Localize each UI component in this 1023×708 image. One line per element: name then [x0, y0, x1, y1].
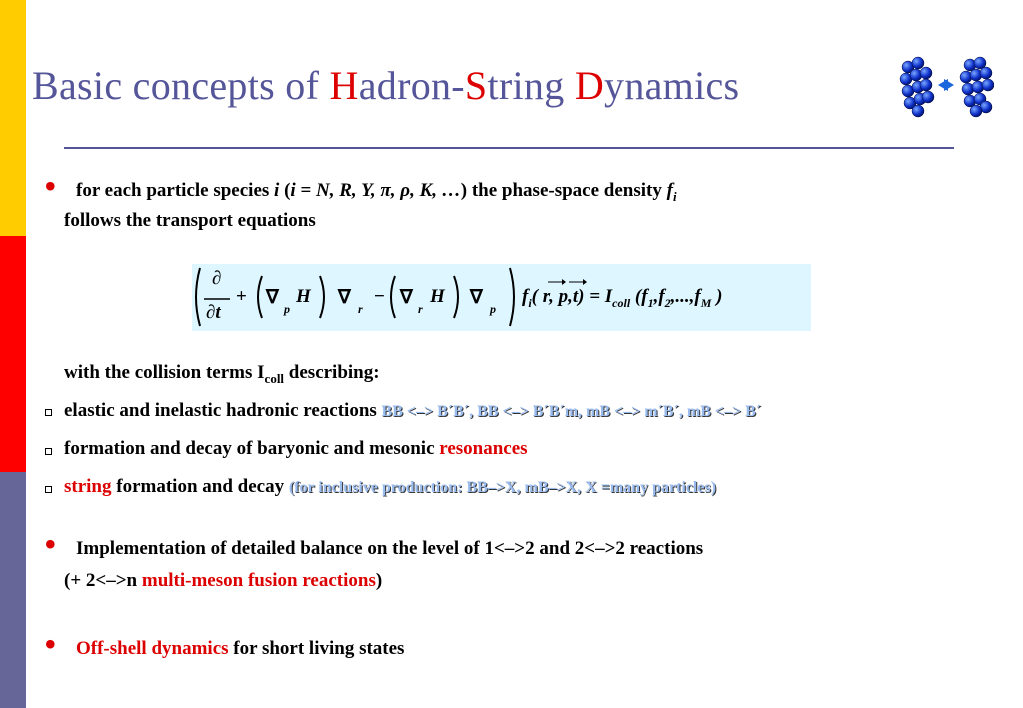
- collision-terms-line: with the collision terms $I_{coll}$ describing:: [64, 362, 380, 386]
- square-bullet-icon: [45, 409, 52, 416]
- equation-rhs: $f_i$( r, $p,t) = I_{coll}$ ($f_1,f_2,...,f_M$ ): [522, 286, 723, 310]
- sub-item-resonances: formation and decay of baryonic and mesonic resonances: [64, 438, 528, 459]
- nabla-p-2: ∇: [470, 287, 483, 308]
- subscript-p-1: p: [284, 302, 290, 316]
- side-strip-purple: [0, 472, 26, 708]
- partial-symbol: ∂: [212, 268, 222, 289]
- subscript-r-2: r: [418, 302, 423, 316]
- subscript-r-1: r: [358, 302, 363, 316]
- partial-t: ∂t: [206, 302, 221, 323]
- nabla-r-2: ∇: [400, 287, 413, 308]
- bullet-1-line-2: follows the transport equations: [64, 210, 316, 231]
- nabla-r-1: ∇: [338, 287, 351, 308]
- bullet-2-line-1: Implementation of detailed balance on the level of 1<–>2 and 2<–>2 reactions: [76, 538, 704, 559]
- sub-item-string: string formation and decay (for inclusive production: BB–>X, mB–>X, X =many particles): [64, 476, 717, 497]
- nabla-p-1: ∇: [266, 287, 279, 308]
- sub-item-elastic: elastic and inelastic hadronic reactions BB <–> B´B´, BB <–> B´B´m, mB <–> m´B´, mB <–> B´: [64, 400, 762, 421]
- subscript-p-2: p: [490, 302, 496, 316]
- bullet-3-line: Off-shell dynamics for short living states: [76, 638, 405, 659]
- square-bullet-icon: [45, 448, 52, 455]
- bullet-dot-2: •: [44, 524, 57, 564]
- hamiltonian-2: H: [430, 286, 445, 307]
- bullet-2-line-2: (+ 2<–>n multi-meson fusion reactions): [64, 570, 383, 591]
- square-bullet-icon: [45, 486, 52, 493]
- slide-title: Basic concepts of Hadron-String Dynamics: [32, 63, 740, 108]
- side-strip-red: [0, 236, 26, 472]
- bullet-dot-3: •: [44, 624, 57, 664]
- transport-equation-box: [192, 264, 811, 331]
- title-underline: [64, 147, 954, 149]
- hamiltonian-1: H: [296, 286, 311, 307]
- bullet-dot-1: •: [44, 166, 57, 206]
- two-nuclei-collision-icon: [898, 55, 994, 119]
- bullet-1-line-1: for each particle species i (i = N, R, Y, π, ρ, K, …) the phase-space density $f_i$: [76, 180, 677, 204]
- side-strip-yellow: [0, 0, 26, 236]
- minus-sign: −: [374, 286, 385, 307]
- plus-sign: +: [236, 286, 247, 307]
